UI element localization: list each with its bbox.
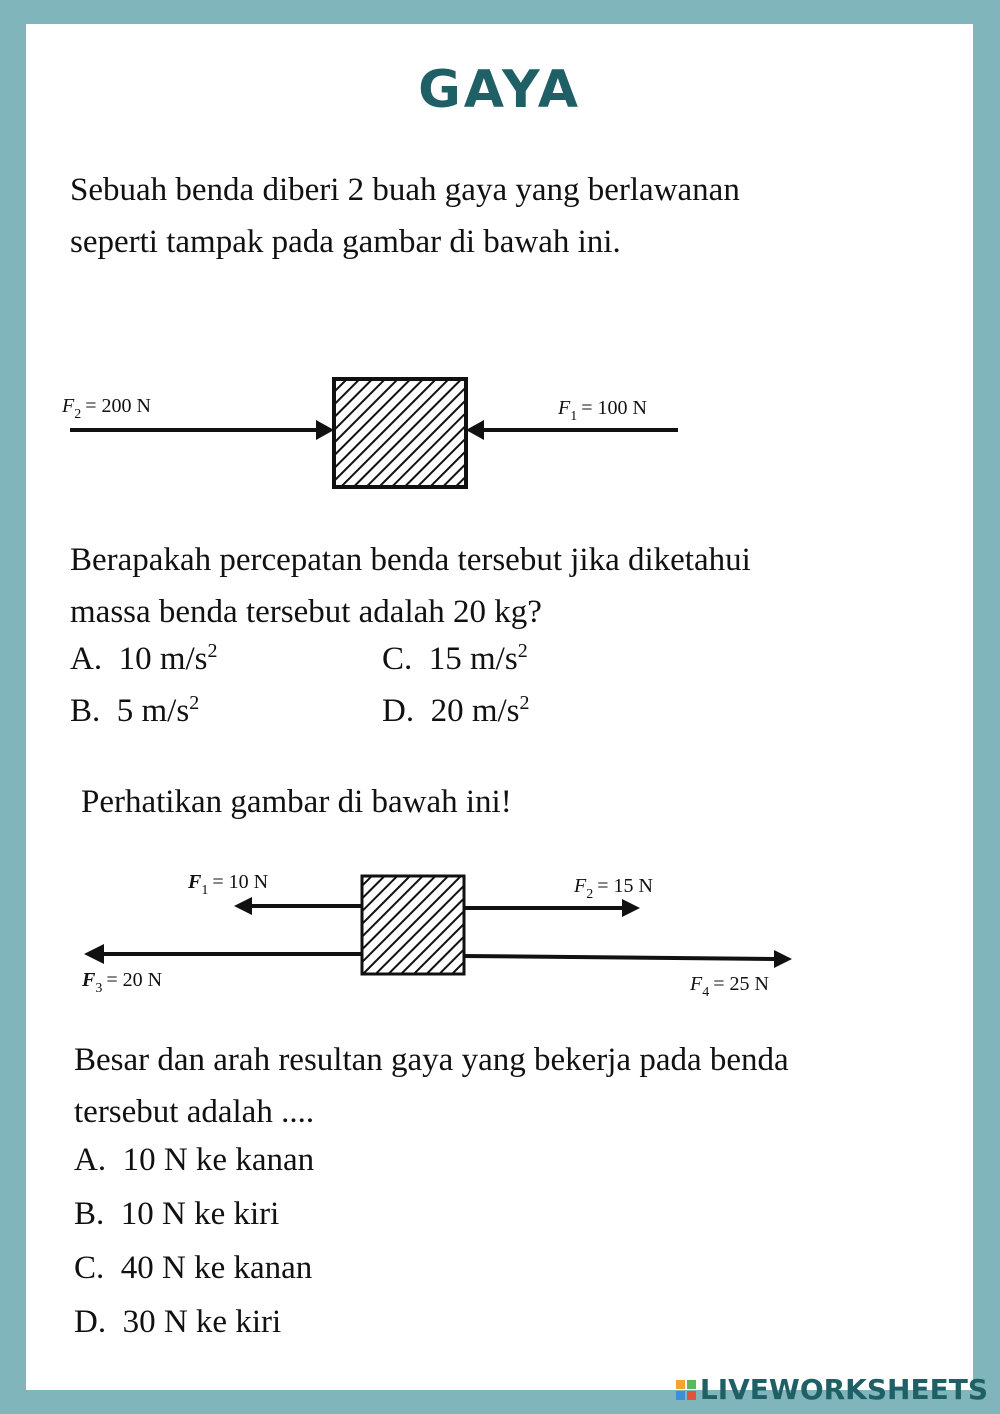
arrowhead-f1 xyxy=(234,897,252,915)
arrowhead-f4 xyxy=(774,950,792,968)
worksheet-page xyxy=(26,24,973,1390)
label-f1: $F_1 = 100$ N xyxy=(558,397,647,424)
q1-option-c[interactable]: C. 15 $m/s^2$ xyxy=(382,640,528,677)
label-f3: $F_3 = 20$ N xyxy=(82,969,163,996)
q1-option-d[interactable]: D. 20 $m/s^2$ xyxy=(382,692,530,729)
question-1-text: Berapakah percepatan benda tersebut jika diketahui massa benda tersebut adalah 20 kg? xyxy=(70,542,751,630)
q2-option-a[interactable]: A. 10 N ke kanan xyxy=(74,1142,315,1178)
label-f2: $F_2 = 200$ N xyxy=(62,395,151,422)
brand-name: LIVEWORKSHEETS xyxy=(699,1373,988,1406)
q1-option-b[interactable]: B. 5 $m/s^2$ xyxy=(70,692,200,729)
label-f4: $F_4 = 25$ N xyxy=(690,973,769,1000)
hatched-block-2 xyxy=(362,876,464,974)
q2-option-b[interactable]: B. 10 N ke kiri xyxy=(74,1196,280,1232)
force-arrow-f4 xyxy=(464,956,774,959)
question-2-intro: Perhatikan gambar di bawah ini! xyxy=(81,784,512,820)
arrowhead-f3 xyxy=(84,944,104,964)
question-1-intro: Sebuah benda diberi 2 buah gaya yang berlawanan seperti tampak pada gambar di bawah ini. xyxy=(70,172,740,260)
label-f1: $F_1 = 10$ N xyxy=(188,871,269,898)
q1-option-a[interactable]: A. 10 $m/s^2$ xyxy=(70,640,218,677)
label-f2: $F_2 = 15$ N xyxy=(574,875,653,902)
arrowhead-f2 xyxy=(622,899,640,917)
logo-grid-icon xyxy=(676,1380,696,1400)
page-title: GAYA xyxy=(418,60,581,120)
q2-option-c[interactable]: C. 40 N ke kanan xyxy=(74,1250,313,1286)
liveworksheets-logo[interactable] xyxy=(676,1373,988,1406)
q2-option-d[interactable]: D. 30 N ke kiri xyxy=(74,1304,282,1340)
force-diagram-2 xyxy=(26,24,973,1024)
question-2-text: Besar dan arah resultan gaya yang bekerja pada benda tersebut adalah .... xyxy=(74,1042,789,1130)
